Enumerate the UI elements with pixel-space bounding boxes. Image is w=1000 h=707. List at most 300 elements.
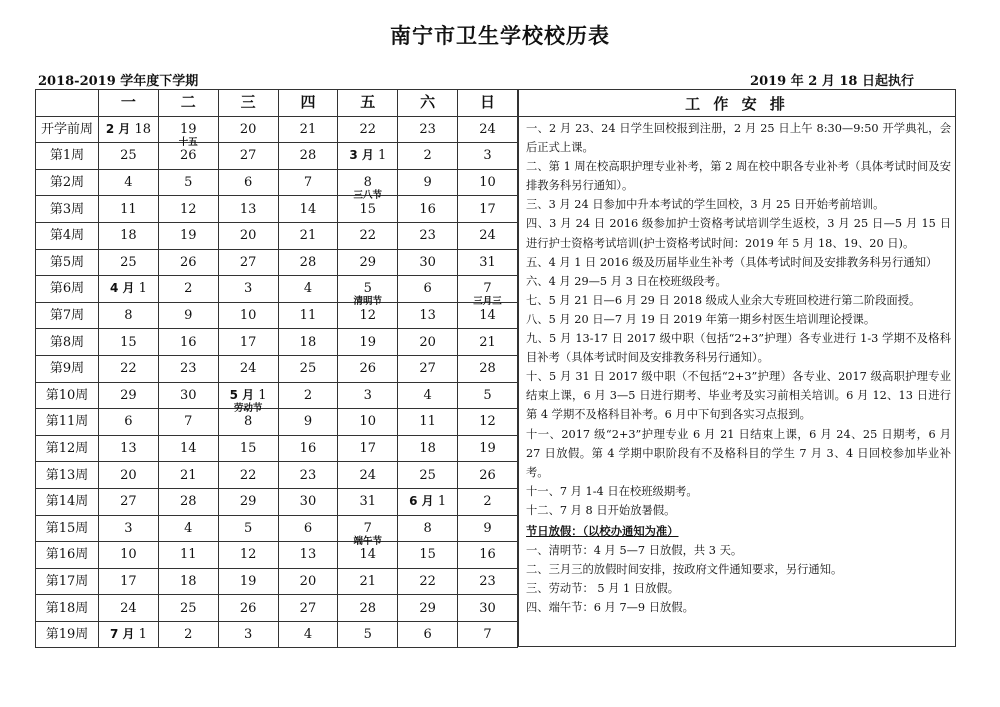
day-cell [218, 568, 278, 595]
day-number: 21 [299, 228, 317, 244]
day-cell [458, 488, 518, 515]
day-number: 2 [184, 281, 193, 297]
effective-date: 2019 年 2 月 18 日起执行 [750, 74, 914, 89]
day-cell [158, 249, 218, 276]
day-cell [218, 515, 278, 542]
day-number: 1 [138, 281, 147, 297]
week-label: 第8周 [36, 329, 99, 356]
day-cell [398, 329, 458, 356]
day-cell [218, 621, 278, 648]
day-cell [338, 515, 398, 547]
day-number: 15 [419, 547, 436, 563]
day-number: 29 [239, 494, 257, 510]
day-cell [398, 435, 458, 462]
day-cell [218, 595, 278, 622]
day-number: 25 [419, 467, 436, 483]
holiday-item: 四、端午节：6 月 7—9 日放假。 [526, 601, 694, 615]
week-label: 第1周 [36, 143, 99, 170]
day-number: 20 [299, 573, 317, 589]
month-marker: 6 月 [409, 494, 434, 509]
day-number: 7 [483, 281, 492, 297]
day-cell [218, 276, 278, 303]
day-cell [218, 143, 278, 170]
day-cell [158, 621, 218, 648]
day-number: 7 [483, 627, 492, 643]
day-cell [278, 196, 338, 223]
day-number: 3 [243, 627, 253, 643]
holiday-note: 清明节 [353, 296, 383, 308]
day-number: 5 [243, 520, 253, 536]
week-label: 第6周 [36, 276, 99, 303]
work-item: 十、5 月 31 日 2017 级中职（不包括“2+3”护理）各专业、2017 级高职护理专业结束上课，6 月 3—5 日进行期考、毕业考及实习前相关培训。6 月 12、13 日进行第 4 学期不及格科目补考。6 月中下旬到各实习点报到。 [526, 370, 951, 422]
day-cell [218, 488, 278, 515]
week-row [36, 435, 518, 462]
holiday-note: 十五 [178, 136, 198, 148]
day-number: 18 [179, 573, 197, 589]
holiday-item: 三、劳动节： 5 月 1 日放假。 [526, 582, 680, 596]
day-cell [218, 435, 278, 462]
week-row [36, 196, 518, 223]
day-number: 4 [423, 387, 432, 403]
day-cell [338, 568, 398, 595]
day-number: 9 [423, 175, 432, 191]
week-row [36, 515, 518, 542]
day-cell [338, 435, 398, 462]
day-cell [398, 515, 458, 542]
day-cell [158, 515, 218, 542]
day-number: 2 [184, 627, 193, 643]
day-number: 14 [479, 308, 496, 324]
week-label: 第15周 [36, 515, 99, 542]
day-number: 24 [479, 228, 496, 244]
day-number: 17 [359, 441, 377, 457]
day-number: 27 [419, 361, 436, 377]
week-label: 第19周 [36, 621, 99, 648]
page-title: 南宁市卫生学校校历表 [390, 24, 610, 48]
day-cell [458, 169, 518, 196]
work-item: 六、4 月 29—5 月 3 日在校班级段考。 [526, 274, 727, 288]
day-number: 3 [124, 520, 133, 536]
week-label: 第5周 [36, 249, 99, 276]
day-number: 1 [258, 387, 267, 403]
day-cell [338, 488, 398, 515]
day-number: 20 [239, 121, 257, 137]
holiday-item: 二、三月三的放假时间安排，按政府文件通知要求，另行通知。 [526, 563, 843, 577]
week-label: 第11周 [36, 409, 99, 436]
day-number: 8 [423, 520, 432, 536]
week-row [36, 382, 518, 409]
holiday-note: 三八节 [353, 189, 383, 201]
day-cell [398, 621, 458, 648]
day-cell [458, 143, 518, 170]
day-cell [458, 382, 518, 409]
day-cell [398, 143, 458, 170]
day-number: 14 [359, 547, 377, 563]
day-number: 22 [359, 228, 377, 244]
day-cell [278, 462, 338, 489]
day-cell [398, 196, 458, 223]
week-row [36, 542, 518, 569]
day-cell [218, 382, 278, 414]
day-cell [338, 382, 398, 409]
day-number: 24 [120, 600, 137, 616]
day-cell [99, 222, 159, 249]
day-cell [99, 515, 159, 542]
day-number: 26 [479, 467, 496, 483]
weekday-mon: 一 [99, 90, 159, 117]
work-arrangement-panel [518, 89, 956, 647]
day-cell [338, 409, 398, 436]
day-cell [99, 329, 159, 356]
day-number: 16 [479, 547, 496, 563]
day-cell [338, 276, 398, 308]
day-number: 19 [179, 121, 197, 137]
day-number: 20 [120, 467, 137, 483]
day-number: 24 [479, 121, 496, 137]
day-cell [278, 329, 338, 356]
day-number: 12 [239, 547, 257, 563]
day-cell [458, 276, 518, 308]
day-number: 25 [179, 600, 197, 616]
day-cell [278, 143, 338, 170]
day-number: 25 [299, 361, 317, 377]
week-label: 第17周 [36, 568, 99, 595]
day-cell [398, 568, 458, 595]
weekday-thu: 四 [278, 90, 338, 117]
day-number: 13 [419, 308, 436, 324]
month-marker: 5 月 [229, 387, 255, 402]
week-label: 第4周 [36, 222, 99, 249]
work-item: 四、3 月 24 日 2016 级参加护士资格考试培训学生返校，3 月 25 日—5 月 15 日进行护士资格考试培训(护士资格考试时间：2019 年 5 月 18、19、20 日)。 [526, 217, 951, 250]
day-number: 30 [179, 387, 197, 403]
day-cell [99, 435, 159, 462]
day-number: 28 [299, 254, 317, 270]
day-number: 28 [479, 361, 496, 377]
holiday-note: 三月三 [473, 296, 502, 308]
day-cell [458, 222, 518, 249]
day-cell [398, 249, 458, 276]
week-row [36, 249, 518, 276]
day-number: 18 [299, 334, 317, 350]
day-number: 21 [359, 573, 377, 589]
day-cell [398, 222, 458, 249]
week-row [36, 143, 518, 170]
day-cell [158, 169, 218, 196]
day-cell [278, 488, 338, 515]
day-cell [99, 409, 159, 436]
day-number: 1 [138, 627, 147, 643]
day-number: 8 [363, 175, 372, 191]
week-row [36, 116, 518, 143]
day-cell [458, 595, 518, 622]
day-cell [398, 542, 458, 569]
holiday-note: 劳动节 [233, 402, 263, 414]
day-cell [278, 249, 338, 276]
week-label: 第16周 [36, 542, 99, 569]
day-number: 30 [419, 254, 436, 270]
day-number: 23 [299, 467, 317, 483]
day-cell [398, 116, 458, 143]
day-number: 30 [299, 494, 317, 510]
day-cell [338, 116, 398, 143]
day-number: 25 [120, 148, 137, 164]
weekday-tue: 二 [158, 90, 218, 117]
day-cell [158, 409, 218, 436]
day-cell [398, 409, 458, 436]
day-cell [158, 435, 218, 462]
day-number: 22 [419, 573, 436, 589]
day-cell [99, 568, 159, 595]
day-number: 29 [359, 254, 377, 270]
day-number: 6 [124, 414, 133, 430]
day-number: 11 [120, 201, 137, 217]
week-label: 第2周 [36, 169, 99, 196]
day-cell [398, 276, 458, 303]
work-item: 三、3 月 24 日参加中升本考试的学生回校，3 月 25 日开始考前培训。 [526, 198, 885, 212]
week-row [36, 488, 518, 515]
day-number: 2 [303, 387, 313, 403]
week-row [36, 355, 518, 382]
week-row [36, 329, 518, 356]
day-number: 24 [239, 361, 257, 377]
day-number: 1 [437, 494, 447, 510]
day-number: 26 [239, 600, 257, 616]
day-number: 30 [479, 600, 496, 616]
day-number: 22 [120, 361, 137, 377]
day-cell [158, 355, 218, 382]
work-body [519, 117, 955, 617]
day-cell [458, 116, 518, 143]
day-cell [218, 249, 278, 276]
day-number: 19 [479, 441, 496, 457]
day-number: 18 [120, 228, 137, 244]
day-cell [278, 621, 338, 648]
day-number: 11 [299, 308, 317, 324]
week-row [36, 222, 518, 249]
day-number: 17 [120, 573, 137, 589]
day-number: 31 [479, 254, 496, 270]
day-number: 7 [184, 414, 193, 430]
day-cell [218, 169, 278, 196]
day-number: 9 [483, 520, 492, 536]
day-number: 12 [359, 308, 377, 324]
day-number: 8 [124, 308, 133, 324]
day-cell [99, 143, 159, 170]
day-number: 4 [303, 627, 313, 643]
day-cell [218, 222, 278, 249]
day-number: 14 [299, 201, 317, 217]
day-cell [99, 621, 159, 648]
day-cell [278, 409, 338, 436]
work-item: 十一、7 月 1-4 日在校班级期考。 [526, 484, 698, 498]
day-number: 26 [359, 361, 377, 377]
day-number: 31 [359, 494, 377, 510]
day-number: 29 [120, 387, 137, 403]
day-number: 25 [120, 254, 137, 270]
week-label: 第10周 [36, 382, 99, 409]
week-row [36, 462, 518, 489]
day-number: 10 [239, 308, 257, 324]
day-cell [158, 542, 218, 569]
day-number: 10 [359, 414, 377, 430]
day-number: 3 [483, 148, 492, 164]
day-number: 20 [239, 228, 257, 244]
day-number: 2 [483, 494, 492, 510]
day-number: 23 [419, 121, 436, 137]
day-cell [99, 595, 159, 622]
day-cell [398, 595, 458, 622]
day-cell [99, 462, 159, 489]
day-cell [158, 196, 218, 223]
day-number: 5 [483, 387, 492, 403]
day-number: 7 [303, 175, 313, 191]
day-number: 28 [179, 494, 197, 510]
day-cell [218, 196, 278, 223]
day-cell [158, 568, 218, 595]
day-number: 22 [359, 121, 377, 137]
day-number: 5 [363, 281, 372, 297]
day-number: 4 [184, 520, 193, 536]
day-number: 19 [239, 573, 257, 589]
day-cell [338, 621, 398, 648]
day-cell [338, 249, 398, 276]
weekday-fri: 五 [338, 90, 398, 117]
day-cell [458, 435, 518, 462]
day-cell [338, 355, 398, 382]
day-number: 6 [303, 520, 313, 536]
day-cell [458, 196, 518, 223]
day-number: 10 [479, 175, 496, 191]
day-number: 23 [179, 361, 197, 377]
day-number: 28 [299, 148, 317, 164]
day-cell [218, 355, 278, 382]
day-number: 18 [419, 441, 436, 457]
day-number: 15 [239, 441, 257, 457]
day-number: 12 [479, 414, 496, 430]
day-cell [338, 462, 398, 489]
week-label: 第9周 [36, 355, 99, 382]
day-cell [278, 276, 338, 303]
day-cell [99, 382, 159, 409]
day-cell [338, 169, 398, 201]
week-label: 第3周 [36, 196, 99, 223]
day-cell [458, 515, 518, 542]
day-number: 18 [134, 121, 152, 137]
day-number: 11 [419, 414, 436, 430]
day-number: 4 [124, 175, 133, 191]
day-number: 27 [299, 600, 317, 616]
day-number: 23 [479, 573, 496, 589]
day-cell [158, 595, 218, 622]
day-cell [398, 355, 458, 382]
day-cell [99, 196, 159, 223]
day-number: 17 [239, 334, 257, 350]
week-row [36, 169, 518, 196]
week-row [36, 595, 518, 622]
day-number: 20 [419, 334, 436, 350]
work-item: 一、2 月 23、24 日学生回校报到注册，2 月 25 日上午 8:30—9:50 开学典礼，会后正式上课。 [526, 122, 951, 155]
day-number: 6 [423, 281, 432, 297]
day-number: 3 [363, 387, 372, 403]
week-row [36, 302, 518, 329]
day-cell [398, 302, 458, 329]
day-cell [278, 542, 338, 569]
day-cell [458, 409, 518, 436]
day-cell [278, 169, 338, 196]
day-number: 7 [363, 520, 372, 536]
day-cell [338, 222, 398, 249]
day-cell [158, 382, 218, 409]
corner-cell [36, 90, 99, 117]
day-cell [99, 302, 159, 329]
holiday-item: 一、清明节：4 月 5—7 日放假，共 3 天。 [526, 544, 743, 558]
holiday-section-title: 节日放假：（以校办通知为准） [526, 523, 679, 538]
day-number: 16 [179, 334, 197, 350]
day-cell [99, 169, 159, 196]
work-item: 九、5 月 13-17 日 2017 级中职（包括“2+3”护理）各专业进行 1-3 学期不及格科目补考（具体考试时间及安排教务科另行通知）。 [526, 332, 951, 365]
month-marker: 3 月 [349, 148, 374, 163]
day-cell [218, 329, 278, 356]
day-cell [458, 329, 518, 356]
day-number: 1 [377, 148, 387, 164]
day-number: 19 [359, 334, 377, 350]
month-marker: 4 月 [109, 281, 135, 296]
day-cell [338, 143, 398, 170]
day-cell [99, 488, 159, 515]
day-number: 2 [423, 148, 432, 164]
day-number: 9 [303, 414, 313, 430]
day-cell [278, 515, 338, 542]
day-cell [278, 382, 338, 409]
work-heading: 工 作 安 排 [519, 90, 955, 117]
day-number: 15 [120, 334, 137, 350]
day-number: 11 [179, 547, 197, 563]
day-cell [99, 249, 159, 276]
work-item: 十二、7 月 8 日开始放暑假。 [526, 503, 676, 517]
day-cell [458, 355, 518, 382]
day-number: 3 [243, 281, 253, 297]
day-number: 5 [363, 627, 372, 643]
week-label: 第12周 [36, 435, 99, 462]
day-cell [338, 329, 398, 356]
day-cell [398, 462, 458, 489]
day-number: 24 [359, 467, 377, 483]
day-cell [99, 116, 159, 143]
day-number: 16 [299, 441, 317, 457]
day-number: 13 [299, 547, 317, 563]
day-cell [458, 462, 518, 489]
day-cell [99, 542, 159, 569]
day-number: 6 [243, 175, 253, 191]
day-cell [278, 355, 338, 382]
weekday-sun: 日 [458, 90, 518, 117]
day-number: 27 [239, 148, 257, 164]
day-number: 23 [419, 228, 436, 244]
day-number: 29 [419, 600, 436, 616]
month-marker: 2 月 [105, 121, 131, 136]
day-cell [458, 621, 518, 648]
day-cell [278, 222, 338, 249]
day-cell [99, 355, 159, 382]
day-number: 12 [179, 201, 197, 217]
day-cell [158, 462, 218, 489]
week-row [36, 621, 518, 648]
day-number: 28 [359, 600, 377, 616]
week-label: 第18周 [36, 595, 99, 622]
day-cell [218, 542, 278, 569]
day-number: 13 [120, 441, 137, 457]
day-cell [278, 595, 338, 622]
